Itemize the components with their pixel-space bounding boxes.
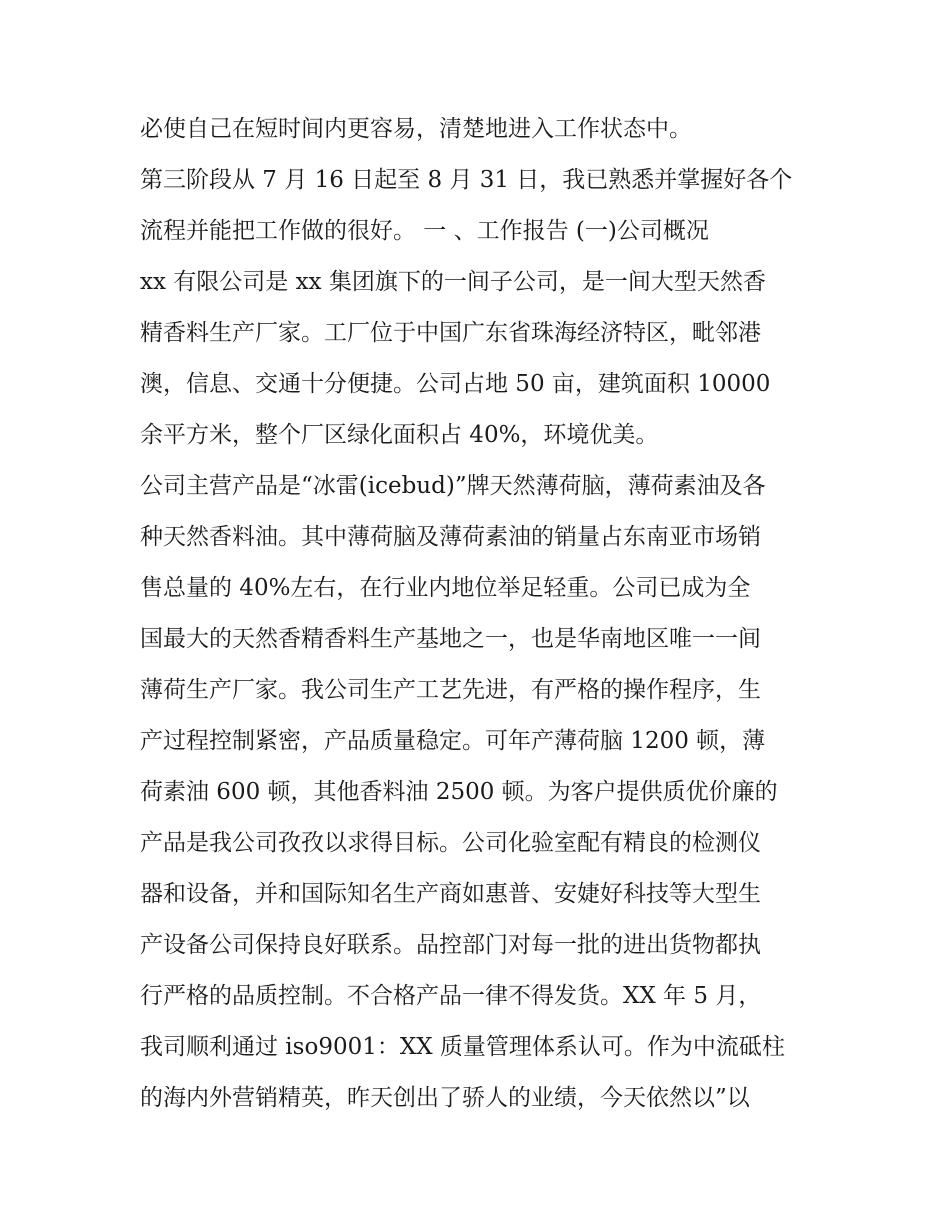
text-line: 行严格的品质控制。不合格产品一律不得发货。XX 年 5 月， (140, 983, 762, 1009)
text-line: 产品是我公司孜孜以求得目标。公司化验室配有精良的检测仪 (140, 830, 761, 856)
text-line: 产设备公司保持良好联系。品控部门对每一批的进出货物都执 (140, 932, 761, 958)
text-line: 必使自己在短时间内更容易，清楚地进入工作状态中。 (140, 116, 692, 142)
text-line: 产过程控制紧密，产品质量稳定。可年产薄荷脑 1200 顿，薄 (140, 728, 766, 754)
text-line: 我司顺利通过 iso9001：XX 质量管理体系认可。作为中流砥柱 (140, 1034, 785, 1060)
text-line: 器和设备，并和国际知名生产商如惠普、安婕好科技等大型生 (140, 881, 761, 907)
text-line: 薄荷生产厂家。我公司生产工艺先进，有严格的操作程序，生 (140, 677, 761, 703)
text-line: 余平方米，整个厂区绿化面积占 40%，环境优美。 (140, 422, 659, 448)
text-line: 澳，信息、交通十分便捷。公司占地 50 亩，建筑面积 10000 (140, 371, 771, 397)
text-line: 精香料生产厂家。工厂位于中国广东省珠海经济特区，毗邻港 (140, 320, 761, 346)
text-line: 的海内外营销精英，昨天创出了骄人的业绩，今天依然以”以 (140, 1085, 750, 1111)
text-line: 种天然香料油。其中薄荷脑及薄荷素油的销量占东南亚市场销 (140, 524, 761, 550)
text-line: 荷素油 600 顿，其他香料油 2500 顿。为客户提供质优价廉的 (140, 779, 778, 805)
text-line: 第三阶段从 7 月 16 日起至 8 月 31 日，我已熟悉并掌握好各个 (140, 167, 793, 193)
text-line: 公司主营产品是“冰雷(icebud)”牌天然薄荷脑，薄荷素油及各 (140, 473, 766, 499)
text-line: xx 有限公司是 xx 集团旗下的一间子公司，是一间大型天然香 (140, 269, 766, 295)
text-line: 售总量的 40%左右，在行业内地位举足轻重。公司已成为全 (140, 575, 751, 601)
text-line: 国最大的天然香精香料生产基地之一，也是华南地区唯一一间 (140, 626, 761, 652)
text-line: 流程并能把工作做的很好。 一 、工作报告 (一)公司概况 (140, 218, 709, 244)
body-text (140, 109, 820, 1129)
